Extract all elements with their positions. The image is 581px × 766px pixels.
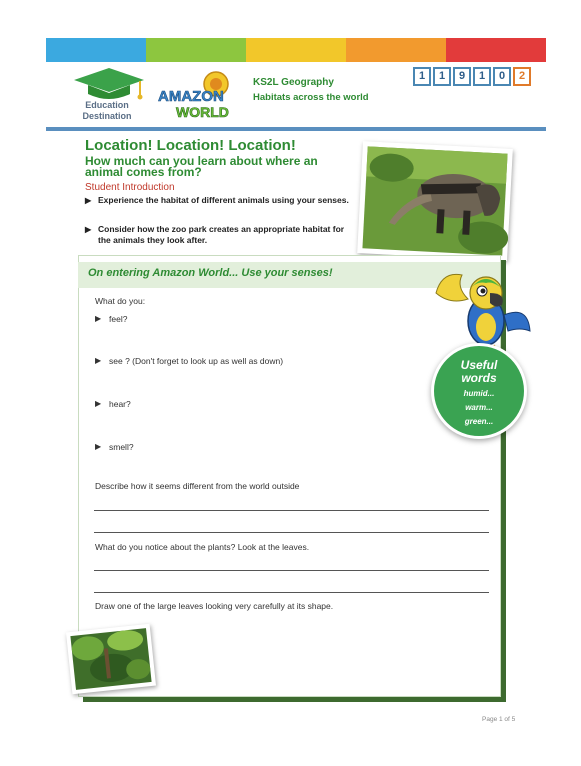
triangle-bullet-icon: ▶ [85,196,92,205]
sense-item-text: feel? [109,314,128,324]
page-title: Location! Location! Location! [85,137,296,154]
sense-item-text: smell? [109,442,134,452]
graduation-cap-icon [72,66,146,102]
triangle-bullet-icon: ▶ [95,442,102,451]
edu-logo-text [72,100,142,122]
code-digit: 1 [473,67,491,86]
triangle-bullet-icon: ▶ [85,225,92,234]
topic-label: Habitats across the world [253,92,369,103]
sense-item [95,356,283,366]
question-plants: What do you notice about the plants? Look at the leaves. [95,542,310,552]
answer-line[interactable] [94,510,489,511]
sense-item [95,314,127,324]
rainforest-photo [66,624,156,694]
stripe-red [446,38,546,62]
sense-item [95,399,131,409]
stripe-orange [346,38,446,62]
stripe-yellow [246,38,346,62]
useful-word: humid... [463,389,495,398]
useful-words-bubble [431,343,527,439]
useful-words-title-line2: words [461,371,497,385]
code-digit: 0 [493,67,511,86]
edu-logo-line1: Education [85,100,129,110]
answer-line[interactable] [94,592,489,593]
sense-item-text: hear? [109,399,131,409]
useful-words-title-line1: Useful [460,358,498,372]
edu-logo-line2: Destination [82,111,132,121]
answer-line[interactable] [94,570,489,571]
worksheet-heading: On entering Amazon World... Use your senses! [88,267,333,279]
lesson-code [413,67,531,86]
question-draw-leaf: Draw one of the large leaves looking very carefully at its shape. [95,601,334,611]
code-digit: 9 [453,67,471,86]
page-number: Page 1 of 5 [482,716,516,723]
useful-word: warm... [465,403,493,412]
color-stripe [46,38,546,62]
code-digit: 1 [413,67,431,86]
stripe-blue [46,38,146,62]
header-rule [46,127,546,131]
code-digit: 1 [433,67,451,86]
amazon-world-logo [154,68,244,122]
intro-bullet-text: Consider how the zoo park creates an appropriate habitat for the animals they look after. [98,224,345,245]
triangle-bullet-icon: ▶ [95,314,102,323]
intro-bullet [85,224,355,246]
anteater-photo [357,141,513,261]
question-different: Describe how it seems different from the world outside [95,481,300,491]
page-subtitle: How much can you learn about where an animal comes from? [85,154,318,179]
sense-item [95,442,134,452]
sense-item-text: see ? (Don't forget to look up as well as down) [109,356,284,366]
intro-bullet-text: Experience the habitat of different animals using your senses. [98,195,349,205]
amazon-logo-word2: WORLD [176,104,229,120]
code-digit: 2 [513,67,531,86]
amazon-logo-word1: AMAZON [158,88,224,105]
intro-label: Student Introduction [85,182,175,193]
stripe-green [146,38,246,62]
answer-line[interactable] [94,532,489,533]
triangle-bullet-icon: ▶ [95,399,102,408]
intro-bullet [85,195,355,206]
subject-label: KS2L Geography [253,77,334,88]
triangle-bullet-icon: ▶ [95,356,102,365]
useful-word: green... [464,417,494,426]
senses-prompt: What do you: [95,296,146,306]
